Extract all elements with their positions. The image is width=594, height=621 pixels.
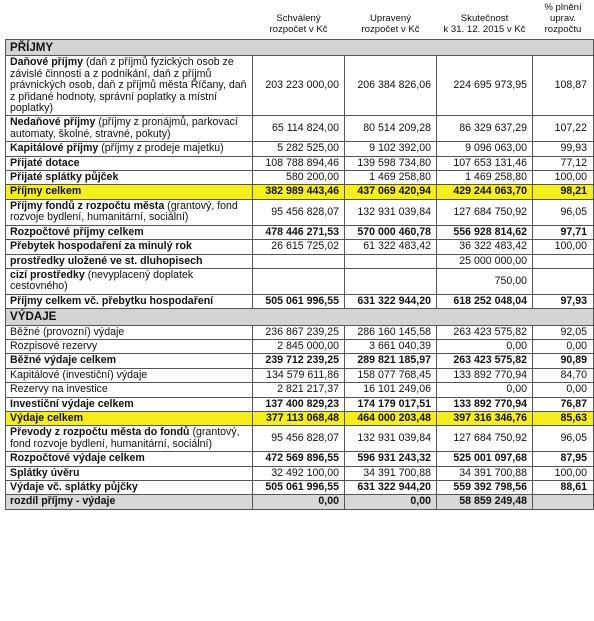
actual-value: 1 469 258,80	[437, 171, 533, 185]
table-row	[6, 185, 594, 199]
percent-value: 100,00	[533, 240, 594, 254]
adjusted-value: 16 101 249,06	[345, 383, 437, 397]
header-actual-line1: Skutečnost	[460, 13, 509, 24]
row-label	[6, 56, 253, 116]
row-label	[6, 411, 253, 425]
header-percent	[533, 0, 594, 40]
actual-value: 559 392 798,56	[437, 481, 533, 495]
row-title: prostředky uložené ve st. dluhopisech	[10, 254, 203, 267]
table-header	[6, 0, 594, 40]
actual-value: 133 892 770,94	[437, 397, 533, 411]
row-title: Rozpočtové výdaje celkem	[10, 452, 145, 465]
table-row	[6, 495, 594, 509]
percent-value	[533, 495, 594, 509]
actual-value: 525 001 097,68	[437, 452, 533, 466]
table-row	[6, 56, 594, 116]
row-title: Daňové příjmy	[10, 56, 84, 69]
percent-value: 96,05	[533, 426, 594, 452]
approved-value	[253, 254, 345, 268]
adjusted-value: 9 102 392,00	[345, 142, 437, 156]
table-row	[6, 225, 594, 239]
adjusted-value	[345, 268, 437, 294]
row-description: (příjmy z prodeje majetku)	[98, 142, 224, 155]
header-percent-line2: rozpočtu	[544, 24, 582, 35]
adjusted-value: 34 391 700,88	[345, 466, 437, 480]
row-label	[6, 268, 253, 294]
approved-value: 65 114 824,00	[253, 116, 345, 142]
percent-value: 97,71	[533, 225, 594, 239]
actual-value: 36 322 483,42	[437, 240, 533, 254]
approved-value: 134 579 611,86	[253, 368, 345, 382]
actual-value: 133 892 770,94	[437, 368, 533, 382]
row-description: Rezervy na investice	[10, 383, 108, 396]
adjusted-value: 139 598 734,80	[345, 156, 437, 170]
header-percent-line1: % plnění uprav.	[544, 2, 582, 24]
approved-value: 2 821 217,37	[253, 383, 345, 397]
approved-value: 32 492 100,00	[253, 466, 345, 480]
percent-value: 90,89	[533, 354, 594, 368]
actual-value: 127 684 750,92	[437, 426, 533, 452]
adjusted-value: 0,00	[345, 495, 437, 509]
header-adjusted-line1: Upravený	[369, 13, 412, 24]
row-title: Přijaté splátky půjček	[10, 171, 119, 184]
actual-value: 9 096 063,00	[437, 142, 533, 156]
table-row	[6, 116, 594, 142]
row-title: Investiční výdaje celkem	[10, 397, 134, 410]
row-title: Běžné výdaje celkem	[10, 354, 116, 367]
actual-value: 224 695 973,95	[437, 56, 533, 116]
approved-value: 239 712 239,25	[253, 354, 345, 368]
row-label	[6, 481, 253, 495]
approved-value: 472 569 896,55	[253, 452, 345, 466]
header-row	[6, 0, 594, 40]
adjusted-value: 437 069 420,94	[345, 185, 437, 199]
section-row-prijmy	[6, 40, 594, 56]
row-label	[6, 240, 253, 254]
row-label	[6, 383, 253, 397]
budget-table-wrapper	[5, 0, 593, 510]
row-label	[6, 225, 253, 239]
table-row	[6, 383, 594, 397]
row-description: (grantový, fond rozvoje bydlení, humanitární, sociální)	[10, 199, 238, 224]
actual-value: 127 684 750,92	[437, 199, 533, 225]
row-description: Běžné (provozní) výdaje	[10, 325, 125, 338]
approved-value: 580 200,00	[253, 171, 345, 185]
percent-value: 100,00	[533, 171, 594, 185]
row-label	[6, 397, 253, 411]
approved-value: 108 788 894,46	[253, 156, 345, 170]
row-label	[6, 339, 253, 353]
approved-value: 236 867 239,25	[253, 325, 345, 339]
approved-value: 505 061 996,55	[253, 481, 345, 495]
percent-value: 0,00	[533, 339, 594, 353]
row-label	[6, 368, 253, 382]
row-title: Nedaňové příjmy	[10, 116, 96, 129]
table-row	[6, 268, 594, 294]
adjusted-value: 3 661 040,39	[345, 339, 437, 353]
percent-value	[533, 268, 594, 294]
row-label	[6, 426, 253, 452]
adjusted-value: 206 384 826,06	[345, 56, 437, 116]
table-row	[6, 142, 594, 156]
row-label	[6, 142, 253, 156]
row-title: Výdaje celkem	[10, 411, 84, 424]
row-label	[6, 354, 253, 368]
actual-value: 0,00	[437, 383, 533, 397]
row-title: Výdaje vč. splátky půjčky	[10, 481, 138, 493]
percent-value: 84,70	[533, 368, 594, 382]
actual-value: 397 316 346,76	[437, 411, 533, 425]
adjusted-value: 132 931 039,84	[345, 426, 437, 452]
adjusted-value: 174 179 017,51	[345, 397, 437, 411]
row-title: Převody z rozpočtu města do fondů	[10, 426, 190, 439]
row-title: Příjmy celkem vč. přebytku hospodaření	[10, 294, 214, 307]
percent-value: 76,87	[533, 397, 594, 411]
actual-value: 107 653 131,46	[437, 156, 533, 170]
adjusted-value: 596 931 243,32	[345, 452, 437, 466]
header-approved-line1: Schválený	[276, 13, 321, 24]
approved-value	[253, 268, 345, 294]
header-adjusted-budget	[345, 0, 437, 40]
adjusted-value: 464 000 203,48	[345, 411, 437, 425]
adjusted-value: 570 000 460,78	[345, 225, 437, 239]
header-actual-line2: k 31. 12. 2015 v Kč	[443, 24, 526, 35]
percent-value: 100,00	[533, 466, 594, 480]
row-label	[6, 116, 253, 142]
approved-value: 377 113 068,48	[253, 411, 345, 425]
row-title: Příjmy fondů z rozpočtu města	[10, 199, 165, 212]
table-row	[6, 325, 594, 339]
percent-value: 107,22	[533, 116, 594, 142]
actual-value: 58 859 249,48	[437, 495, 533, 509]
percent-value: 92,05	[533, 325, 594, 339]
percent-value: 87,95	[533, 452, 594, 466]
row-description: (daň z příjmů fyzických osob ze závislé činnosti a z podnikání, daň z příjmů právnických osob, daň z příjmů města Říčany, daň z přidané hodnoty, správní poplatky a místní poplatky)	[10, 56, 247, 115]
table-row	[6, 368, 594, 382]
row-title: Přebytek hospodaření za minulý rok	[10, 240, 192, 253]
approved-value: 2 845 000,00	[253, 339, 345, 353]
table-row	[6, 426, 594, 452]
table-row	[6, 199, 594, 225]
percent-value: 97,93	[533, 294, 594, 308]
percent-value: 77,12	[533, 156, 594, 170]
row-label	[6, 185, 253, 199]
percent-value: 88,61	[533, 481, 594, 495]
adjusted-value: 1 469 258,80	[345, 171, 437, 185]
percent-value	[533, 254, 594, 268]
actual-value: 429 244 063,70	[437, 185, 533, 199]
percent-value: 99,93	[533, 142, 594, 156]
adjusted-value: 286 160 145,58	[345, 325, 437, 339]
table-row	[6, 452, 594, 466]
row-description: Rozpisové rezervy	[10, 339, 98, 352]
approved-value: 505 061 996,55	[253, 294, 345, 308]
actual-value: 750,00	[437, 268, 533, 294]
actual-value: 0,00	[437, 339, 533, 353]
row-label	[6, 156, 253, 170]
approved-value: 137 400 829,23	[253, 397, 345, 411]
approved-value: 203 223 000,00	[253, 56, 345, 116]
row-label	[6, 254, 253, 268]
row-label	[6, 452, 253, 466]
table-row	[6, 171, 594, 185]
row-label	[6, 495, 253, 509]
table-row	[6, 254, 594, 268]
adjusted-value: 132 931 039,84	[345, 199, 437, 225]
approved-value: 26 615 725,02	[253, 240, 345, 254]
actual-value: 25 000 000,00	[437, 254, 533, 268]
row-title: Kapitálové příjmy	[10, 142, 99, 155]
adjusted-value: 80 514 209,28	[345, 116, 437, 142]
percent-value: 96,05	[533, 199, 594, 225]
actual-value: 86 329 637,29	[437, 116, 533, 142]
approved-value: 382 989 443,46	[253, 185, 345, 199]
adjusted-value: 631 322 944,20	[345, 481, 437, 495]
header-label-col	[6, 0, 253, 40]
adjusted-value: 61 322 483,42	[345, 240, 437, 254]
row-title: Přijaté dotace	[10, 156, 80, 169]
actual-value: 263 423 575,82	[437, 354, 533, 368]
actual-value: 263 423 575,82	[437, 325, 533, 339]
table-row	[6, 156, 594, 170]
table-row	[6, 339, 594, 353]
row-label	[6, 294, 253, 308]
table-row	[6, 294, 594, 308]
adjusted-value: 289 821 185,97	[345, 354, 437, 368]
row-label	[6, 199, 253, 225]
percent-value: 108,87	[533, 56, 594, 116]
percent-value: 0,00	[533, 383, 594, 397]
row-label	[6, 171, 253, 185]
table-row	[6, 481, 594, 495]
table-row	[6, 240, 594, 254]
row-title: rozdíl příjmy - výdaje	[10, 495, 116, 508]
header-approved-budget	[253, 0, 345, 40]
row-description: Kapitálové (investiční) výdaje	[10, 368, 148, 381]
row-label	[6, 325, 253, 339]
table-row	[6, 354, 594, 368]
actual-value: 556 928 814,62	[437, 225, 533, 239]
header-adjusted-line2: rozpočet v Kč	[361, 24, 420, 35]
row-title: Rozpočtové příjmy celkem	[10, 225, 144, 238]
percent-value: 85,63	[533, 411, 594, 425]
section-title-vydaje: VÝDAJE	[6, 309, 594, 325]
header-actual	[437, 0, 533, 40]
actual-value: 34 391 700,88	[437, 466, 533, 480]
approved-value: 95 456 828,07	[253, 199, 345, 225]
table-row	[6, 466, 594, 480]
adjusted-value	[345, 254, 437, 268]
adjusted-value: 158 077 768,45	[345, 368, 437, 382]
row-label	[6, 466, 253, 480]
row-description: (grantový, fond rozvoje bydlení, humanitární, sociální)	[10, 426, 240, 450]
actual-value: 618 252 048,04	[437, 294, 533, 308]
row-title: Splátky úvěru	[10, 466, 80, 479]
adjusted-value: 631 322 944,20	[345, 294, 437, 308]
row-title: Příjmy celkem	[10, 185, 82, 198]
row-description: (nevyplacený doplatek cestovného)	[10, 268, 194, 293]
approved-value: 0,00	[253, 495, 345, 509]
approved-value: 95 456 828,07	[253, 426, 345, 452]
approved-value: 5 282 525,00	[253, 142, 345, 156]
table-row	[6, 411, 594, 425]
section-title-prijmy: PŘÍJMY	[6, 40, 594, 56]
row-description: (příjmy z pronájmů, parkovací automaty, školné, stravné, pokuty)	[10, 116, 238, 140]
header-approved-line2: rozpočet v Kč	[269, 24, 328, 35]
percent-value: 98,21	[533, 185, 594, 199]
table-row	[6, 397, 594, 411]
approved-value: 478 446 271,53	[253, 225, 345, 239]
section-row-vydaje	[6, 309, 594, 325]
row-title: cizí prostředky	[10, 268, 85, 281]
budget-table	[5, 0, 594, 510]
table-body	[6, 40, 594, 510]
